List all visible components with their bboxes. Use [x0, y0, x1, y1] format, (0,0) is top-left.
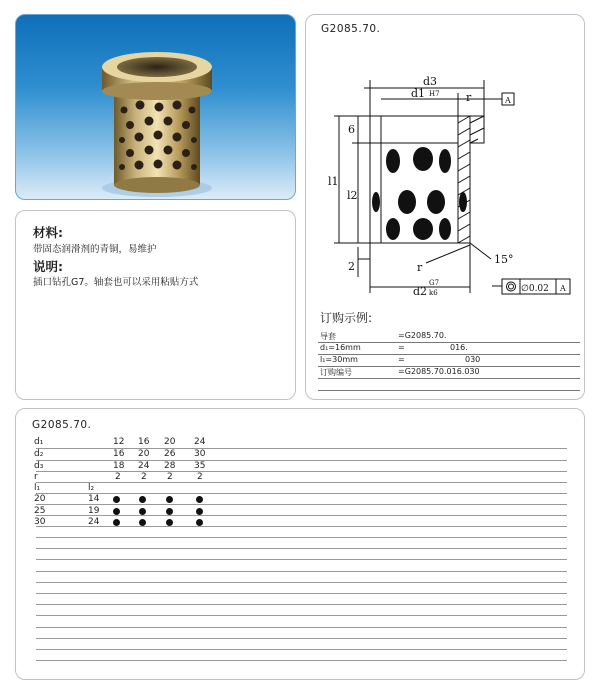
availability-dot	[196, 508, 203, 515]
cell-d3: 35	[194, 461, 206, 471]
bushing-drawing	[306, 15, 586, 315]
order-label: 订购编号	[320, 368, 352, 377]
product-photo-panel	[15, 14, 296, 200]
cell-r: 2	[167, 472, 173, 482]
order-eq: =G2085.70.016.030	[398, 367, 480, 376]
notes-text: 插口钻孔G7。轴套也可以采用粘贴方式	[33, 277, 199, 288]
availability-dot	[113, 519, 120, 526]
table-rule-line	[36, 559, 567, 560]
description-panel	[15, 210, 296, 400]
cell-d2: 20	[138, 449, 150, 459]
cell-d1: 12	[113, 437, 125, 447]
order-value: 016.	[450, 343, 468, 352]
label-l1: l1	[328, 175, 339, 188]
order-label: d₁=16mm	[320, 343, 361, 352]
availability-dot	[166, 496, 173, 503]
availability-dot	[113, 508, 120, 515]
header-l1: l₁	[34, 483, 41, 493]
label-l2: l2	[347, 189, 358, 202]
table-rule-line	[36, 638, 567, 639]
order-value: 030	[465, 355, 481, 364]
cell-d1: 24	[194, 437, 206, 447]
table-rule-line	[36, 504, 567, 505]
material-text: 带固态润滑剂的青铜，易维护	[33, 244, 157, 255]
order-eq: =G2085.70.	[398, 331, 447, 340]
label-h7: H7	[429, 90, 440, 98]
l2-value: 14	[88, 494, 100, 504]
table-rule-line	[36, 526, 567, 527]
label-r-bottom: r	[417, 261, 423, 274]
table-rule-line	[36, 615, 567, 616]
availability-dot	[166, 508, 173, 515]
row-label-d3: d₃	[34, 461, 44, 471]
label-r-top: r	[466, 91, 472, 104]
label-datum-a: A	[505, 96, 511, 105]
row-label-d1: d₁	[34, 437, 44, 447]
cell-d3: 24	[138, 461, 150, 471]
order-row	[318, 331, 580, 343]
order-eq: =	[398, 355, 405, 364]
l2-value: 24	[88, 517, 100, 527]
drawing-code: G2085.70.	[321, 23, 381, 35]
label-d2: d2	[413, 285, 428, 298]
table-rule-line	[36, 593, 567, 594]
cell-r: 2	[141, 472, 147, 482]
label-d1: d1	[411, 87, 426, 100]
table-rule-line	[36, 482, 567, 483]
availability-dot	[196, 519, 203, 526]
label-two: 2	[348, 260, 355, 273]
table-rule-line	[36, 515, 567, 516]
l1-value: 30	[34, 517, 46, 527]
availability-dot	[139, 508, 146, 515]
technical-drawing-panel	[305, 14, 585, 400]
table-rule-line	[36, 537, 567, 538]
order-row	[318, 367, 580, 379]
cell-d3: 18	[113, 461, 125, 471]
dimension-table-panel	[15, 408, 585, 680]
label-g7: G7	[429, 279, 440, 287]
table-code: G2085.70.	[32, 419, 92, 431]
header-l2: l₂	[88, 483, 95, 493]
order-row	[318, 355, 580, 367]
material-title: 材料:	[33, 225, 63, 240]
availability-dot	[139, 496, 146, 503]
cell-d2: 26	[164, 449, 176, 459]
table-rule-line	[36, 604, 567, 605]
order-label: l₁=30mm	[320, 355, 358, 364]
l1-value: 25	[34, 506, 46, 516]
table-rule-line	[36, 548, 567, 549]
bushing-photo	[16, 15, 296, 200]
cell-d1: 16	[138, 437, 150, 447]
table-rule-line	[36, 649, 567, 650]
table-rule-line	[36, 582, 567, 583]
notes-title: 说明:	[33, 259, 63, 274]
order-label: 导套	[320, 332, 336, 341]
availability-dot	[166, 519, 173, 526]
cell-r: 2	[115, 472, 121, 482]
label-six: 6	[348, 123, 355, 136]
cell-r: 2	[197, 472, 203, 482]
l2-value: 19	[88, 506, 100, 516]
label-k6: k6	[429, 289, 438, 297]
order-example-title: 订购示例:	[320, 311, 373, 325]
cell-d2: 16	[113, 449, 125, 459]
cell-d1: 20	[164, 437, 176, 447]
order-row-blank	[318, 379, 580, 391]
row-label-d2: d₂	[34, 449, 44, 459]
table-rule-line	[36, 571, 567, 572]
table-rule-line	[36, 627, 567, 628]
availability-dot	[196, 496, 203, 503]
cell-d3: 28	[164, 461, 176, 471]
label-tolerance-ref: A	[560, 284, 566, 293]
order-eq: =	[398, 343, 405, 352]
label-tolerance: ∅0.02	[521, 284, 549, 294]
availability-dot	[139, 519, 146, 526]
table-rule-line	[36, 493, 567, 494]
label-d3: d3	[423, 75, 438, 88]
l1-value: 20	[34, 494, 46, 504]
availability-dot	[113, 496, 120, 503]
order-row	[318, 343, 580, 355]
table-rule-line	[36, 660, 567, 661]
label-angle: 15°	[494, 253, 514, 266]
row-label-r: r	[34, 472, 38, 482]
cell-d2: 30	[194, 449, 206, 459]
